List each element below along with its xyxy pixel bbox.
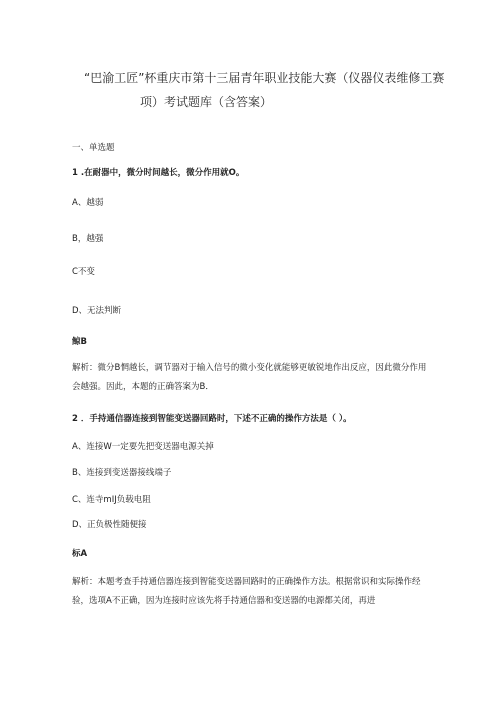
section-heading: 一、单选题 [72, 143, 115, 153]
question-2-option-c: C、连寺mIJ负载电阻 [72, 495, 151, 505]
question-1-option-a: A、越弱 [72, 198, 104, 208]
question-1-answer: 鲸B [72, 337, 87, 347]
question-1-option-c: C不变 [72, 267, 95, 277]
title-line-1: “巴渝工匠”杯重庆市第十三届青年职业技能大赛（仪器仪表维修工赛 [84, 71, 445, 85]
question-2-option-b: B、连接到变送器接线端子 [72, 468, 172, 478]
title-line-2: 项）考试题库（含答案） [140, 95, 273, 109]
question-2-option-a: A、连接W一定要先把变送器电源关掉 [72, 442, 214, 452]
document-title [70, 66, 445, 114]
question-1-stem: 1 .在耐器中，微分时间越长，微分作用就O。 [72, 168, 245, 178]
question-2-answer: 标A [72, 549, 88, 559]
question-2-analysis: 解析：本题考查手持通信器连接到智能变送器回路时的正确操作方法。根据常识和实际操作经验，选项A不正确，因为连接时应该先将手持通信器和变送器的电源都关闭，再进 [72, 577, 421, 606]
question-2-option-d: D、正负极性随便接 [72, 520, 147, 530]
question-1-option-d: D、无法判断 [72, 306, 122, 316]
question-1-analysis: 解析：微分B惘越长，调节器对于输入信号的微小变化就能够更敏锐地作出反应，因此微分作用会越强。因此，本题的正确答案为B． [72, 363, 427, 392]
question-2-stem: 2 ．手持通信器连接到智能变送器回路时，下述不正确的操作方法是（ ）。 [72, 414, 352, 424]
question-1-option-b: B，越强 [72, 234, 104, 244]
